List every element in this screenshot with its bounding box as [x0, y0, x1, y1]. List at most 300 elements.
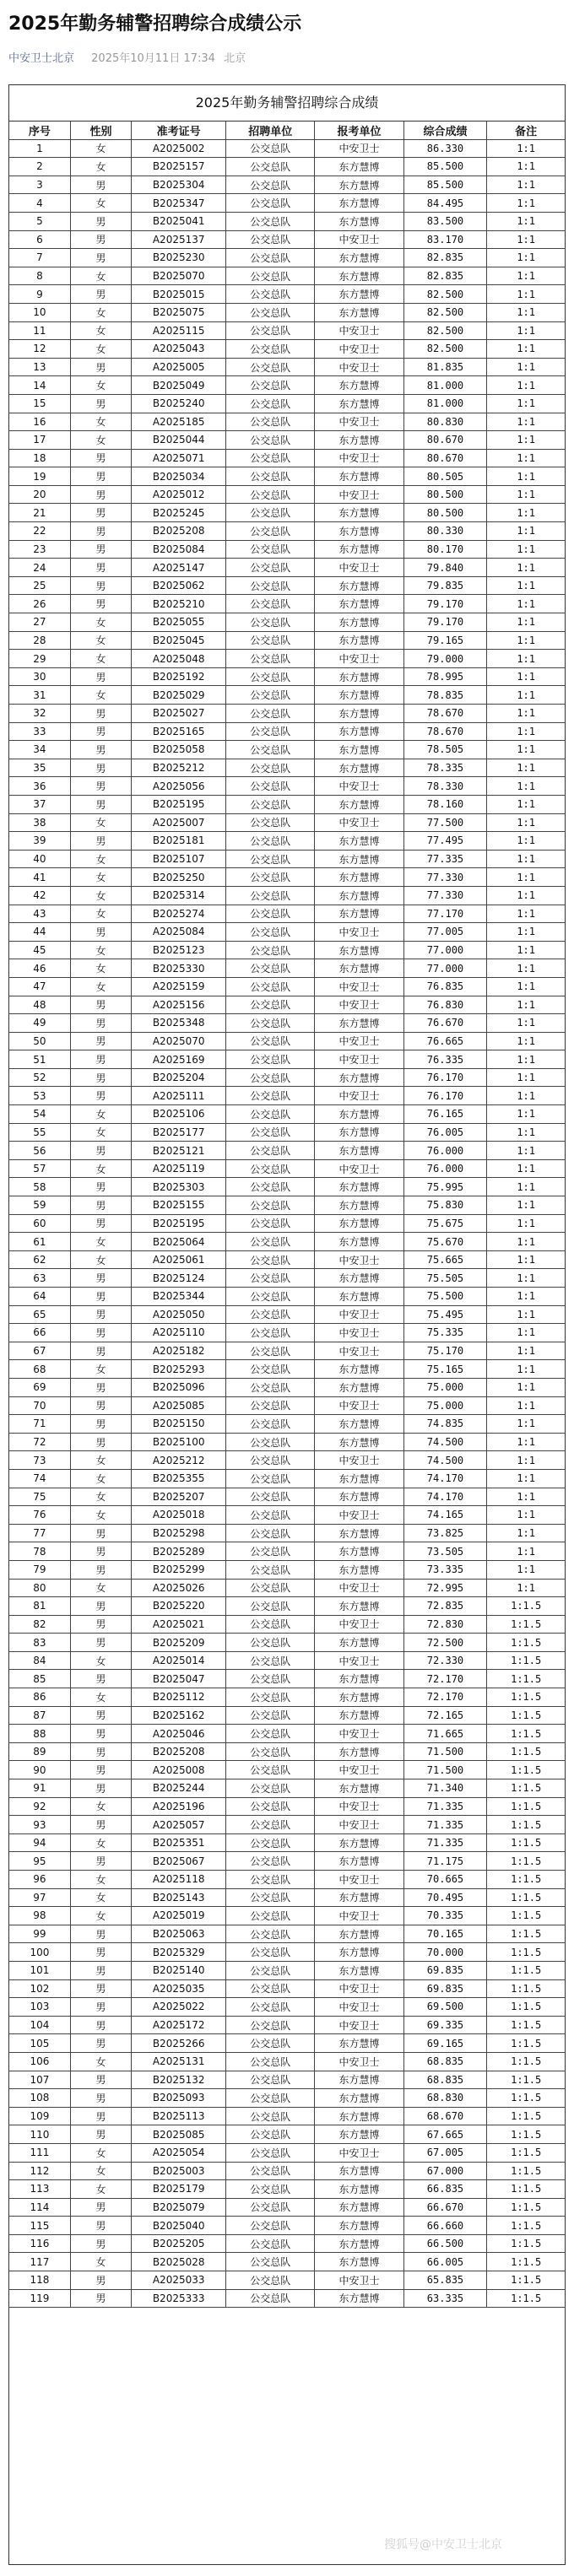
- cell-exam-id: B2025329: [132, 1943, 226, 1962]
- cell-gender: 女: [70, 941, 131, 959]
- table-row: [9, 777, 565, 796]
- cell-score: 75.505: [403, 1269, 487, 1288]
- table-row: [9, 1979, 565, 1998]
- table-row: [9, 321, 565, 340]
- publish-location: 北京: [224, 52, 246, 65]
- cell-recruiting-unit: 公交总队: [226, 2052, 315, 2071]
- cell-remark: 1:1: [487, 467, 565, 486]
- cell-gender: 女: [70, 1469, 131, 1488]
- cell-remark: 1:1: [487, 1524, 565, 1542]
- cell-remark: 1:1: [487, 650, 565, 668]
- cell-exam-id: B2025063: [132, 1925, 226, 1943]
- cell-remark: 1:1: [487, 230, 565, 249]
- cell-applying-unit: 东方慧博: [315, 1288, 403, 1306]
- cell-recruiting-unit: 公交总队: [226, 1797, 315, 1816]
- cell-applying-unit: 中安卫士: [315, 1324, 403, 1342]
- cell-applying-unit: 东方慧博: [315, 722, 403, 741]
- cell-recruiting-unit: 公交总队: [226, 1014, 315, 1033]
- table-row: [9, 431, 565, 450]
- cell-score: 69.835: [403, 1979, 487, 1998]
- cell-score: 76.835: [403, 977, 487, 996]
- cell-gender: 女: [70, 413, 131, 431]
- cell-remark: 1:1.5: [487, 2234, 565, 2253]
- cell-index: 42: [9, 886, 70, 905]
- cell-recruiting-unit: 公交总队: [226, 667, 315, 686]
- cell-exam-id: B2025049: [132, 376, 226, 395]
- cell-exam-id: A2025046: [132, 1725, 226, 1743]
- cell-remark: 1:1: [487, 850, 565, 868]
- cell-index: 38: [9, 813, 70, 832]
- cell-applying-unit: 东方慧博: [315, 2180, 403, 2199]
- cell-remark: 1:1: [487, 158, 565, 176]
- cell-applying-unit: 中安卫士: [315, 1396, 403, 1415]
- cell-applying-unit: 东方慧博: [315, 1706, 403, 1725]
- cell-score: 71.500: [403, 1742, 487, 1761]
- cell-index: 119: [9, 2289, 70, 2308]
- cell-remark: 1:1.5: [487, 2016, 565, 2034]
- cell-applying-unit: 东方慧博: [315, 2289, 403, 2308]
- cell-gender: 男: [70, 1415, 131, 1434]
- cell-recruiting-unit: 公交总队: [226, 1961, 315, 1979]
- table-row: [9, 705, 565, 723]
- cell-exam-id: A2025131: [132, 2052, 226, 2071]
- cell-index: 55: [9, 1123, 70, 1142]
- table-row: [9, 394, 565, 413]
- cell-recruiting-unit: 公交总队: [226, 2016, 315, 2034]
- cell-exam-id: B2025298: [132, 1524, 226, 1542]
- table-row: [9, 1779, 565, 1798]
- cell-gender: 男: [70, 1615, 131, 1634]
- cell-exam-id: B2025220: [132, 1597, 226, 1616]
- cell-remark: 1:1: [487, 1250, 565, 1269]
- cell-remark: 1:1.5: [487, 1706, 565, 1725]
- cell-score: 76.830: [403, 996, 487, 1014]
- cell-applying-unit: 东方慧博: [315, 667, 403, 686]
- cell-remark: 1:1: [487, 1451, 565, 1470]
- cell-recruiting-unit: 公交总队: [226, 1779, 315, 1798]
- cell-score: 70.335: [403, 1907, 487, 1925]
- cell-score: 83.170: [403, 230, 487, 249]
- cell-applying-unit: 东方慧博: [315, 1433, 403, 1451]
- cell-gender: 男: [70, 358, 131, 376]
- table-row: [9, 759, 565, 777]
- cell-applying-unit: 东方慧博: [315, 2125, 403, 2144]
- cell-remark: 1:1: [487, 868, 565, 887]
- col-header-applying-unit: 报考单位: [315, 122, 403, 139]
- document-title: 2025年勤务辅警招聘综合成绩: [9, 85, 565, 122]
- cell-remark: 1:1: [487, 959, 565, 978]
- table-row: [9, 1360, 565, 1379]
- cell-score: 80.500: [403, 504, 487, 522]
- cell-index: 10: [9, 303, 70, 321]
- cell-gender: 男: [70, 212, 131, 230]
- cell-index: 40: [9, 850, 70, 868]
- cell-gender: 男: [70, 1050, 131, 1069]
- cell-recruiting-unit: 公交总队: [226, 705, 315, 723]
- cell-applying-unit: 中安卫士: [315, 1159, 403, 1178]
- cell-recruiting-unit: 公交总队: [226, 1378, 315, 1396]
- cell-score: 76.005: [403, 1123, 487, 1142]
- table-row: [9, 2107, 565, 2125]
- account-link[interactable]: 中安卫士北京: [8, 52, 75, 65]
- cell-remark: 1:1: [487, 413, 565, 431]
- cell-index: 83: [9, 1634, 70, 1652]
- cell-recruiting-unit: 公交总队: [226, 1233, 315, 1251]
- cell-score: 80.670: [403, 449, 487, 467]
- cell-applying-unit: 中安卫士: [315, 1761, 403, 1779]
- cell-recruiting-unit: 公交总队: [226, 376, 315, 395]
- cell-index: 60: [9, 1214, 70, 1233]
- cell-remark: 1:1.5: [487, 1797, 565, 1816]
- cell-exam-id: B2025192: [132, 667, 226, 686]
- cell-score: 72.995: [403, 1579, 487, 1597]
- cell-exam-id: A2025007: [132, 813, 226, 832]
- cell-remark: 1:1: [487, 139, 565, 158]
- cell-index: 102: [9, 1979, 70, 1998]
- cell-applying-unit: 东方慧博: [315, 886, 403, 905]
- cell-score: 71.335: [403, 1816, 487, 1834]
- cell-gender: 男: [70, 1269, 131, 1288]
- cell-exam-id: A2025119: [132, 1159, 226, 1178]
- cell-index: 14: [9, 376, 70, 395]
- cell-remark: 1:1: [487, 667, 565, 686]
- cell-exam-id: B2025041: [132, 212, 226, 230]
- cell-gender: 女: [70, 977, 131, 996]
- cell-recruiting-unit: 公交总队: [226, 139, 315, 158]
- cell-index: 19: [9, 467, 70, 486]
- cell-remark: 1:1: [487, 1342, 565, 1360]
- cell-recruiting-unit: 公交总队: [226, 1305, 315, 1324]
- cell-gender: 女: [70, 1833, 131, 1852]
- table-row: [9, 1305, 565, 1324]
- cell-exam-id: B2025212: [132, 759, 226, 777]
- table-row: [9, 959, 565, 978]
- cell-score: 77.500: [403, 813, 487, 832]
- table-row: [9, 194, 565, 213]
- cell-gender: 女: [70, 1250, 131, 1269]
- cell-remark: 1:1: [487, 977, 565, 996]
- cell-applying-unit: 东方慧博: [315, 431, 403, 450]
- table-row: [9, 868, 565, 887]
- cell-exam-id: B2025333: [132, 2289, 226, 2308]
- cell-score: 79.170: [403, 595, 487, 613]
- cell-applying-unit: 中安卫士: [315, 230, 403, 249]
- cell-exam-id: B2025195: [132, 795, 226, 813]
- cell-applying-unit: 中安卫士: [315, 1032, 403, 1050]
- cell-gender: 女: [70, 1907, 131, 1925]
- cell-score: 73.825: [403, 1524, 487, 1542]
- cell-score: 77.170: [403, 905, 487, 923]
- cell-recruiting-unit: 公交总队: [226, 1250, 315, 1269]
- table-row: [9, 358, 565, 376]
- cell-recruiting-unit: 公交总队: [226, 1105, 315, 1124]
- cell-applying-unit: 中安卫士: [315, 996, 403, 1014]
- table-row: [9, 1524, 565, 1542]
- cell-exam-id: B2025299: [132, 1560, 226, 1579]
- cell-exam-id: A2025054: [132, 2143, 226, 2162]
- cell-recruiting-unit: 公交总队: [226, 230, 315, 249]
- cell-score: 82.835: [403, 267, 487, 285]
- table-row: [9, 2016, 565, 2034]
- cell-remark: 1:1: [487, 795, 565, 813]
- table-row: [9, 1579, 565, 1597]
- cell-applying-unit: 中安卫士: [315, 1050, 403, 1069]
- cell-gender: 男: [70, 1542, 131, 1561]
- cell-gender: 女: [70, 340, 131, 359]
- cell-recruiting-unit: 公交总队: [226, 1998, 315, 2017]
- cell-applying-unit: 东方慧博: [315, 905, 403, 923]
- cell-recruiting-unit: 公交总队: [226, 1615, 315, 1634]
- cell-gender: 男: [70, 576, 131, 595]
- cell-gender: 男: [70, 1634, 131, 1652]
- cell-remark: 1:1: [487, 813, 565, 832]
- cell-applying-unit: 东方慧博: [315, 212, 403, 230]
- cell-recruiting-unit: 公交总队: [226, 977, 315, 996]
- cell-applying-unit: 中安卫士: [315, 2271, 403, 2290]
- cell-index: 114: [9, 2198, 70, 2217]
- cell-exam-id: B2025204: [132, 1068, 226, 1087]
- table-row: [9, 977, 565, 996]
- cell-index: 20: [9, 485, 70, 504]
- cell-index: 29: [9, 650, 70, 668]
- cell-gender: 男: [70, 285, 131, 304]
- table-row: [9, 2180, 565, 2199]
- cell-score: 67.665: [403, 2125, 487, 2144]
- cell-index: 15: [9, 394, 70, 413]
- cell-gender: 男: [70, 2217, 131, 2235]
- cell-gender: 男: [70, 2271, 131, 2290]
- cell-gender: 男: [70, 394, 131, 413]
- cell-index: 50: [9, 1032, 70, 1050]
- cell-index: 59: [9, 1196, 70, 1215]
- cell-exam-id: B2025207: [132, 1488, 226, 1506]
- cell-exam-id: B2025003: [132, 2162, 226, 2180]
- cell-gender: 女: [70, 850, 131, 868]
- cell-index: 93: [9, 1816, 70, 1834]
- cell-remark: 1:1: [487, 212, 565, 230]
- cell-exam-id: A2025043: [132, 340, 226, 359]
- cell-exam-id: B2025179: [132, 2180, 226, 2199]
- cell-applying-unit: 中安卫士: [315, 1342, 403, 1360]
- table-row: [9, 340, 565, 359]
- cell-recruiting-unit: 公交总队: [226, 504, 315, 522]
- cell-remark: 1:1.5: [487, 1925, 565, 1943]
- table-row: [9, 1050, 565, 1069]
- cell-gender: 男: [70, 2016, 131, 2034]
- cell-remark: 1:1.5: [487, 1634, 565, 1652]
- cell-index: 33: [9, 722, 70, 741]
- table-row: [9, 1233, 565, 1251]
- cell-score: 71.500: [403, 1761, 487, 1779]
- cell-exam-id: A2025019: [132, 1907, 226, 1925]
- table-row: [9, 1943, 565, 1962]
- cell-index: 115: [9, 2217, 70, 2235]
- score-document-image: [8, 84, 566, 2565]
- table-row: [9, 1250, 565, 1269]
- table-row: [9, 2143, 565, 2162]
- cell-gender: 女: [70, 303, 131, 321]
- cell-index: 98: [9, 1907, 70, 1925]
- cell-score: 76.670: [403, 1014, 487, 1033]
- cell-exam-id: B2025162: [132, 1706, 226, 1725]
- cell-remark: 1:1: [487, 1506, 565, 1525]
- cell-exam-id: B2025274: [132, 905, 226, 923]
- cell-score: 72.170: [403, 1688, 487, 1707]
- cell-recruiting-unit: 公交总队: [226, 2107, 315, 2125]
- cell-remark: 1:1: [487, 431, 565, 450]
- cell-remark: 1:1: [487, 923, 565, 942]
- table-row: [9, 741, 565, 759]
- cell-applying-unit: 东方慧博: [315, 1123, 403, 1142]
- cell-exam-id: B2025289: [132, 1542, 226, 1561]
- cell-exam-id: A2025118: [132, 1871, 226, 1889]
- cell-remark: 1:1.5: [487, 1688, 565, 1707]
- table-row: [9, 2071, 565, 2089]
- cell-recruiting-unit: 公交总队: [226, 2217, 315, 2235]
- cell-recruiting-unit: 公交总队: [226, 449, 315, 467]
- cell-gender: 男: [70, 1925, 131, 1943]
- article-meta: [8, 49, 566, 65]
- cell-gender: 男: [70, 1324, 131, 1342]
- cell-remark: 1:1.5: [487, 2180, 565, 2199]
- cell-gender: 男: [70, 667, 131, 686]
- cell-remark: 1:1.5: [487, 1871, 565, 1889]
- cell-remark: 1:1.5: [487, 2143, 565, 2162]
- cell-exam-id: A2025156: [132, 996, 226, 1014]
- cell-exam-id: B2025347: [132, 194, 226, 213]
- cell-remark: 1:1.5: [487, 1779, 565, 1798]
- cell-score: 67.005: [403, 2143, 487, 2162]
- cell-remark: 1:1: [487, 832, 565, 851]
- cell-applying-unit: 中安卫士: [315, 1979, 403, 1998]
- cell-exam-id: A2025172: [132, 2016, 226, 2034]
- cell-index: 48: [9, 996, 70, 1014]
- cell-gender: 男: [70, 522, 131, 541]
- cell-score: 69.335: [403, 2016, 487, 2034]
- cell-index: 79: [9, 1560, 70, 1579]
- cell-index: 63: [9, 1269, 70, 1288]
- cell-recruiting-unit: 公交总队: [226, 1816, 315, 1834]
- table-row: [9, 1852, 565, 1871]
- cell-remark: 1:1: [487, 1305, 565, 1324]
- cell-recruiting-unit: 公交总队: [226, 576, 315, 595]
- cell-remark: 1:1: [487, 267, 565, 285]
- cell-exam-id: B2025303: [132, 1178, 226, 1196]
- cell-recruiting-unit: 公交总队: [226, 1324, 315, 1342]
- cell-gender: 男: [70, 741, 131, 759]
- cell-recruiting-unit: 公交总队: [226, 1269, 315, 1288]
- cell-exam-id: B2025143: [132, 1888, 226, 1907]
- cell-recruiting-unit: 公交总队: [226, 850, 315, 868]
- cell-recruiting-unit: 公交总队: [226, 340, 315, 359]
- cell-applying-unit: 东方慧博: [315, 1378, 403, 1396]
- cell-gender: 男: [70, 832, 131, 851]
- cell-score: 83.500: [403, 212, 487, 230]
- cell-score: 80.505: [403, 467, 487, 486]
- cell-exam-id: A2025084: [132, 923, 226, 942]
- cell-score: 71.335: [403, 1833, 487, 1852]
- cell-gender: 男: [70, 230, 131, 249]
- cell-gender: 女: [70, 139, 131, 158]
- cell-remark: 1:1.5: [487, 1651, 565, 1670]
- cell-score: 80.170: [403, 540, 487, 559]
- cell-exam-id: B2025106: [132, 1105, 226, 1124]
- table-row: [9, 1651, 565, 1670]
- cell-score: 68.835: [403, 2071, 487, 2089]
- cell-remark: 1:1: [487, 1542, 565, 1561]
- cell-gender: 女: [70, 650, 131, 668]
- cell-score: 79.000: [403, 650, 487, 668]
- cell-recruiting-unit: 公交总队: [226, 741, 315, 759]
- cell-score: 69.165: [403, 2034, 487, 2053]
- cell-gender: 男: [70, 705, 131, 723]
- cell-applying-unit: 东方慧博: [315, 1142, 403, 1160]
- cell-score: 73.335: [403, 1560, 487, 1579]
- table-row: [9, 1961, 565, 1979]
- table-row: [9, 1159, 565, 1178]
- cell-remark: 1:1.5: [487, 1725, 565, 1743]
- cell-gender: 女: [70, 2052, 131, 2071]
- cell-score: 82.835: [403, 249, 487, 267]
- cell-recruiting-unit: 公交总队: [226, 431, 315, 450]
- cell-exam-id: A2025159: [132, 977, 226, 996]
- cell-score: 70.495: [403, 1888, 487, 1907]
- cell-score: 76.170: [403, 1087, 487, 1105]
- cell-applying-unit: 东方慧博: [315, 686, 403, 705]
- cell-exam-id: B2025112: [132, 1688, 226, 1707]
- table-row: [9, 1998, 565, 2017]
- cell-recruiting-unit: 公交总队: [226, 1761, 315, 1779]
- cell-applying-unit: 东方慧博: [315, 2107, 403, 2125]
- cell-applying-unit: 东方慧博: [315, 741, 403, 759]
- table-row: [9, 1014, 565, 1033]
- cell-applying-unit: 东方慧博: [315, 2089, 403, 2108]
- cell-gender: 男: [70, 759, 131, 777]
- cell-score: 82.500: [403, 303, 487, 321]
- table-row: [9, 1068, 565, 1087]
- cell-gender: 男: [70, 2071, 131, 2089]
- cell-remark: 1:1: [487, 1014, 565, 1033]
- cell-remark: 1:1: [487, 722, 565, 741]
- cell-remark: 1:1.5: [487, 1979, 565, 1998]
- cell-score: 74.165: [403, 1506, 487, 1525]
- cell-score: 80.330: [403, 522, 487, 541]
- table-row: [9, 504, 565, 522]
- cell-applying-unit: 东方慧博: [315, 2071, 403, 2089]
- cell-applying-unit: 东方慧博: [315, 1524, 403, 1542]
- cell-gender: 男: [70, 1725, 131, 1743]
- cell-applying-unit: 东方慧博: [315, 2034, 403, 2053]
- cell-remark: 1:1.5: [487, 2071, 565, 2089]
- cell-recruiting-unit: 公交总队: [226, 959, 315, 978]
- cell-gender: 男: [70, 1396, 131, 1415]
- cell-index: 58: [9, 1178, 70, 1196]
- cell-score: 81.835: [403, 358, 487, 376]
- cell-score: 79.170: [403, 613, 487, 632]
- cell-score: 76.665: [403, 1032, 487, 1050]
- cell-index: 95: [9, 1852, 70, 1871]
- cell-index: 46: [9, 959, 70, 978]
- cell-gender: 男: [70, 1378, 131, 1396]
- cell-recruiting-unit: 公交总队: [226, 1742, 315, 1761]
- cell-exam-id: A2025147: [132, 559, 226, 577]
- cell-index: 7: [9, 249, 70, 267]
- cell-score: 79.840: [403, 559, 487, 577]
- cell-applying-unit: 中安卫士: [315, 1506, 403, 1525]
- cell-applying-unit: 东方慧博: [315, 1014, 403, 1033]
- cell-recruiting-unit: 公交总队: [226, 1433, 315, 1451]
- cell-gender: 男: [70, 1816, 131, 1834]
